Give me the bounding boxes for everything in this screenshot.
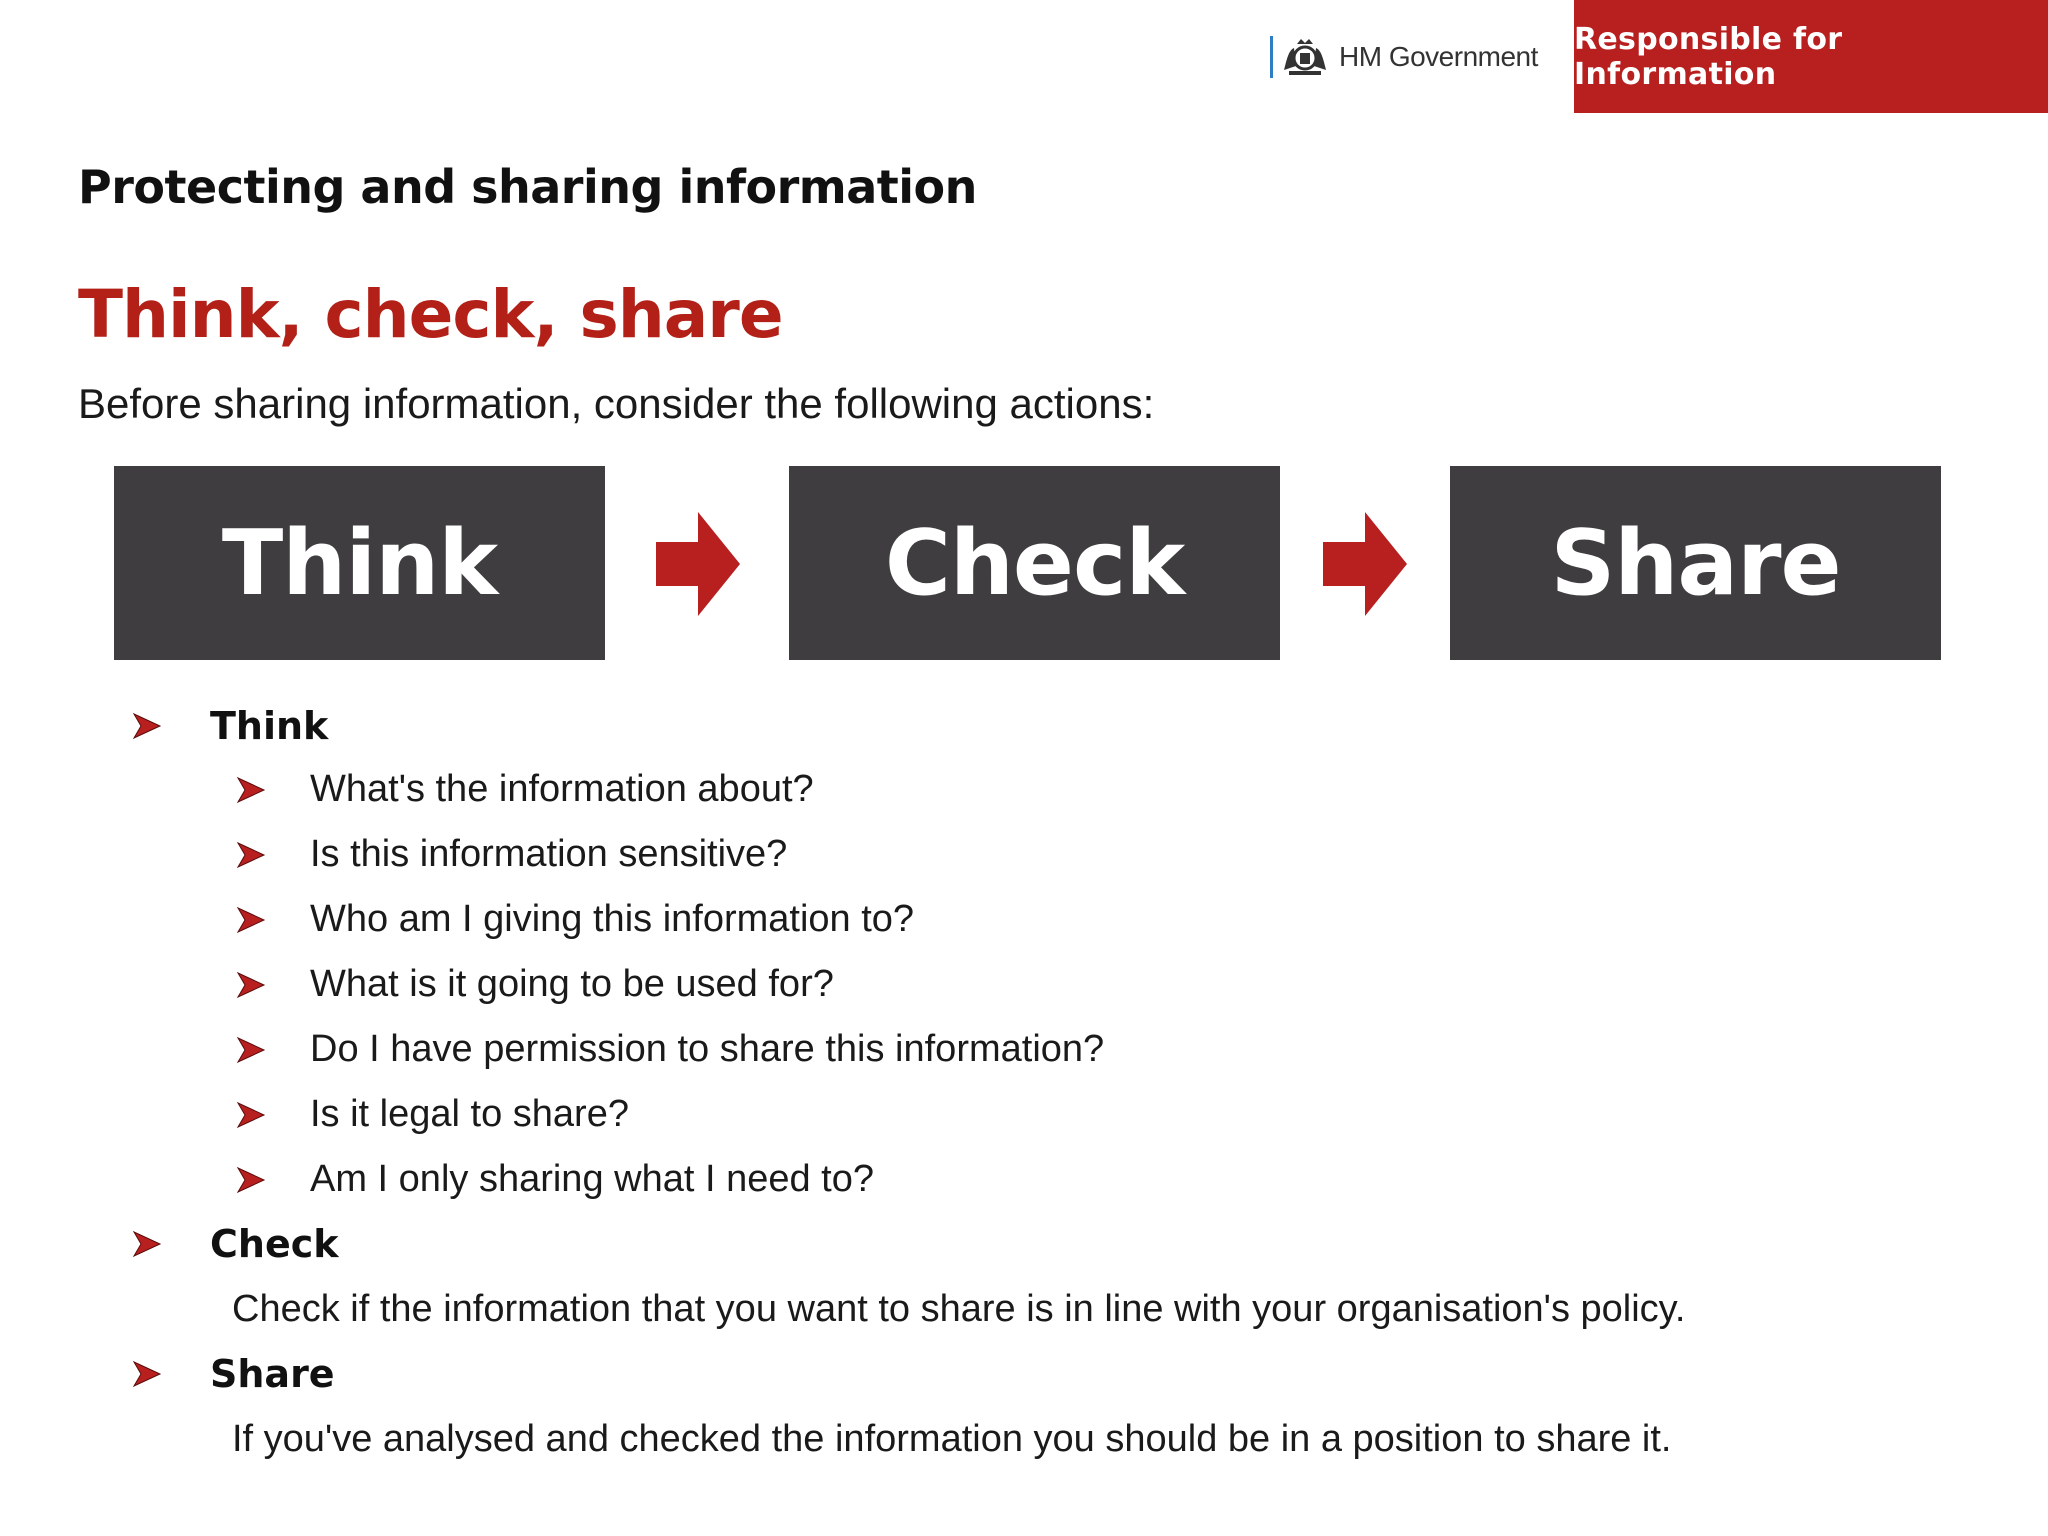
list-item-check <box>132 1222 339 1266</box>
question-text: Is this information sensitive? <box>310 833 788 875</box>
arrowhead-bullet-icon <box>132 1229 162 1259</box>
arrowhead-bullet-icon <box>132 711 162 741</box>
list-item <box>236 1093 629 1136</box>
page-title: Think, check, share <box>78 276 783 353</box>
list-item-share <box>132 1352 335 1396</box>
arrowhead-bullet-icon <box>236 1100 266 1130</box>
list-item <box>236 1158 874 1201</box>
list-item <box>236 898 914 941</box>
hm-government-logo <box>1270 34 1538 80</box>
item-heading: Check <box>210 1222 339 1266</box>
arrowhead-bullet-icon <box>236 1165 266 1195</box>
flow-step-label: Think <box>221 510 498 616</box>
item-heading: Share <box>210 1352 335 1396</box>
gov-name: HM Government <box>1339 41 1538 72</box>
flow-step-share <box>1450 466 1941 660</box>
question-text: Is it legal to share? <box>310 1093 629 1135</box>
flow-step-think <box>114 466 605 660</box>
arrowhead-bullet-icon <box>132 1359 162 1389</box>
responsible-banner <box>1574 0 2048 113</box>
arrowhead-bullet-icon <box>236 775 266 805</box>
royal-crest-icon <box>1281 36 1329 78</box>
share-description: If you've analysed and checked the information you should be in a position to share it. <box>232 1418 1672 1460</box>
intro-text: Before sharing information, consider the following actions: <box>78 380 1155 427</box>
logo-divider <box>1270 36 1273 78</box>
list-item <box>236 833 787 876</box>
section-title: Protecting and sharing information <box>78 160 977 214</box>
flow-step-label: Share <box>1550 510 1841 616</box>
list-item <box>236 963 834 1006</box>
question-text: Do I have permission to share this information? <box>310 1028 1105 1070</box>
question-text: Am I only sharing what I need to? <box>310 1158 874 1200</box>
list-item <box>236 768 814 811</box>
flow-step-label: Check <box>884 510 1185 616</box>
right-arrow-icon <box>1323 512 1407 616</box>
right-arrow-icon <box>656 512 740 616</box>
list-item-think <box>132 704 328 748</box>
question-text: Who am I giving this information to? <box>310 898 915 940</box>
arrowhead-bullet-icon <box>236 840 266 870</box>
arrowhead-bullet-icon <box>236 905 266 935</box>
arrowhead-bullet-icon <box>236 1035 266 1065</box>
flow-step-check <box>789 466 1280 660</box>
item-heading: Think <box>210 704 329 748</box>
question-text: What is it going to be used for? <box>310 963 834 1005</box>
list-item <box>236 1028 1104 1071</box>
arrowhead-bullet-icon <box>236 970 266 1000</box>
question-text: What's the information about? <box>310 768 814 810</box>
check-description: Check if the information that you want to share is in line with your organisation's policy. <box>232 1288 1686 1330</box>
banner-text: Responsible for Information <box>1574 21 1843 92</box>
